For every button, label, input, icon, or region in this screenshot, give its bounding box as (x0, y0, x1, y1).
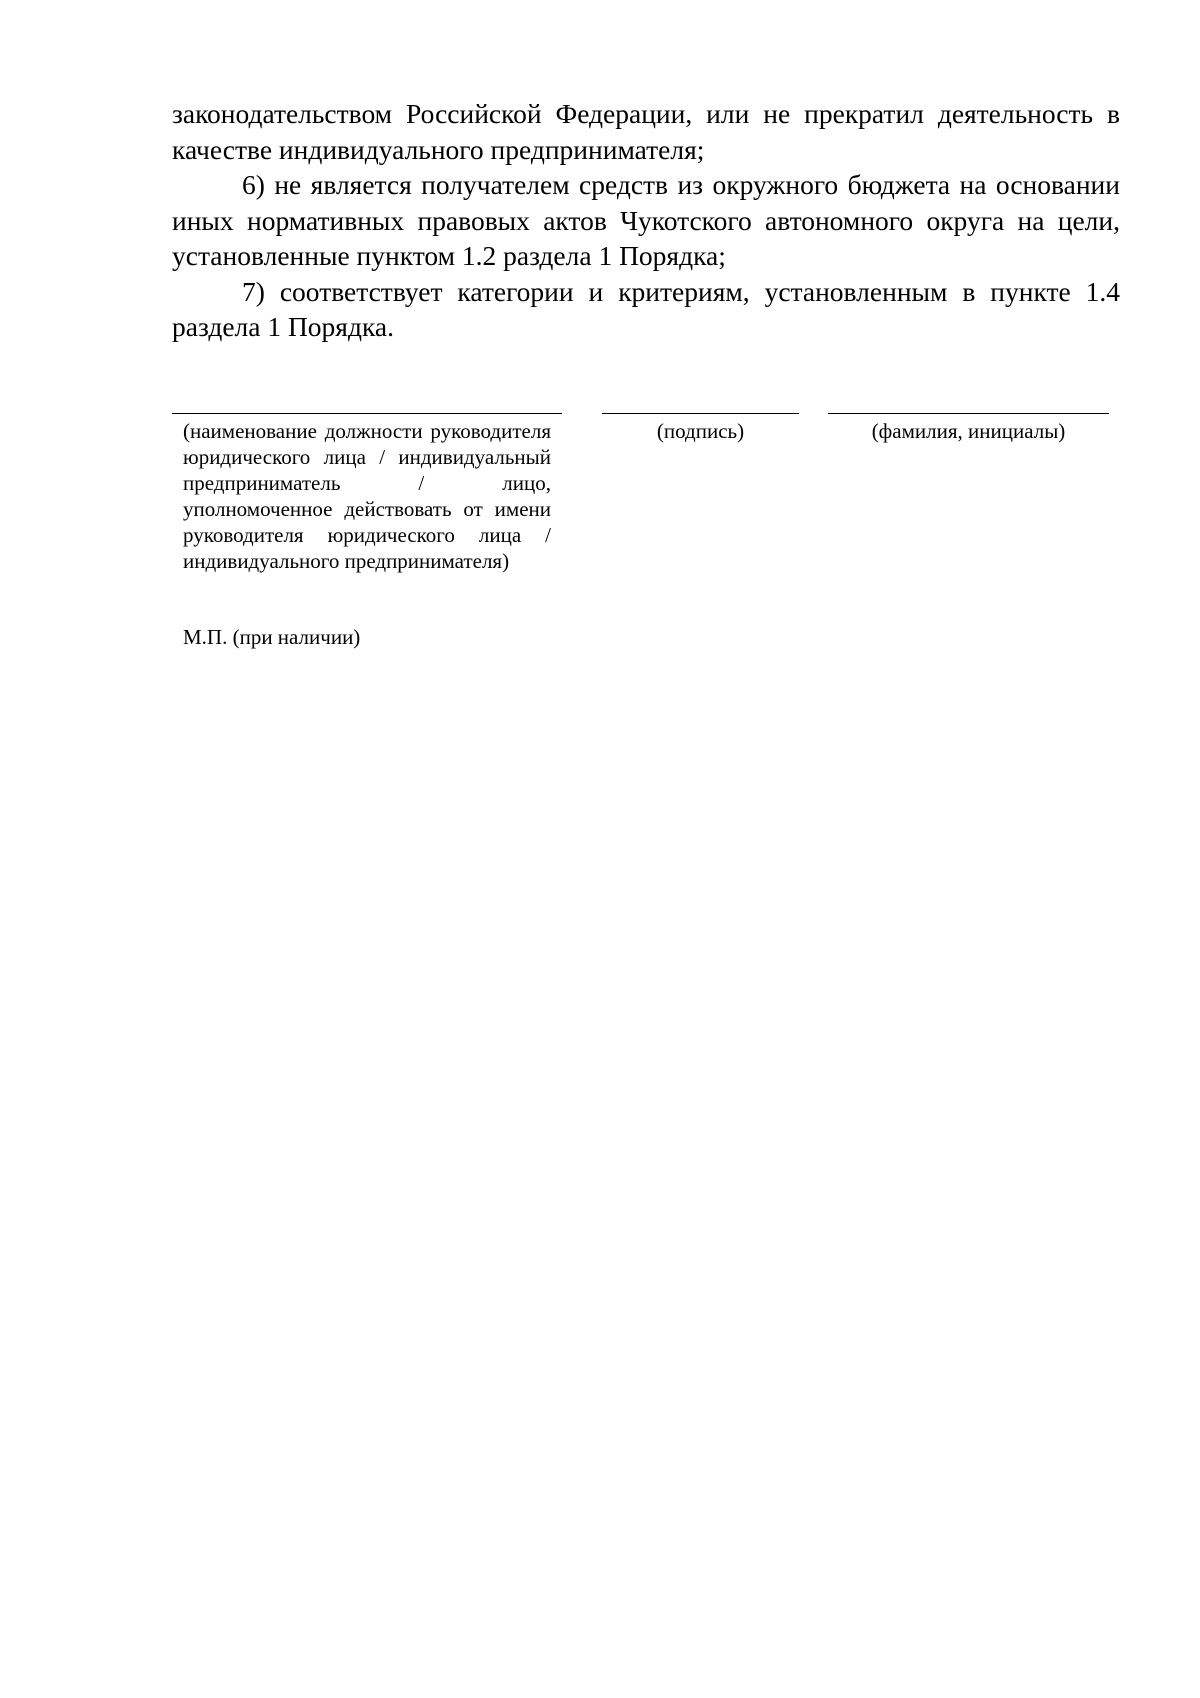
position-line (172, 413, 562, 414)
paragraph-continuation: законодательством Российской Федерации, или не прекратил деятельность в качестве индивидуального предпринимателя; (172, 98, 1120, 165)
paragraph-item-7: 7) соответствует категории и критериям, установленным в пункте 1.4 раздела 1 Порядка. (172, 275, 1120, 342)
position-field (172, 413, 562, 574)
signature-caption: (подпись) (656, 419, 745, 443)
signature-field (602, 413, 799, 444)
position-caption: (наименование должности руководителя юридического лица / индивидуальный предприниматель / лицо, уполномоченное действовать от имени руководителя юридического лица / индивидуального предпринимателя) (183, 419, 551, 573)
signature-line (602, 413, 799, 414)
name-field (828, 413, 1109, 444)
paragraph-item-6: 6) не является получателем средств из окружного бюджета на основании иных нормативных правовых актов Чукотского автономного округа на цели, установленные пунктом 1.2 раздела 1 Порядка; (172, 169, 1120, 271)
name-caption: (фамилия, инициалы) (871, 419, 1066, 443)
stamp-note: М.П. (при наличии) (183, 625, 361, 649)
document-body (172, 96, 1120, 345)
name-line (828, 413, 1109, 414)
